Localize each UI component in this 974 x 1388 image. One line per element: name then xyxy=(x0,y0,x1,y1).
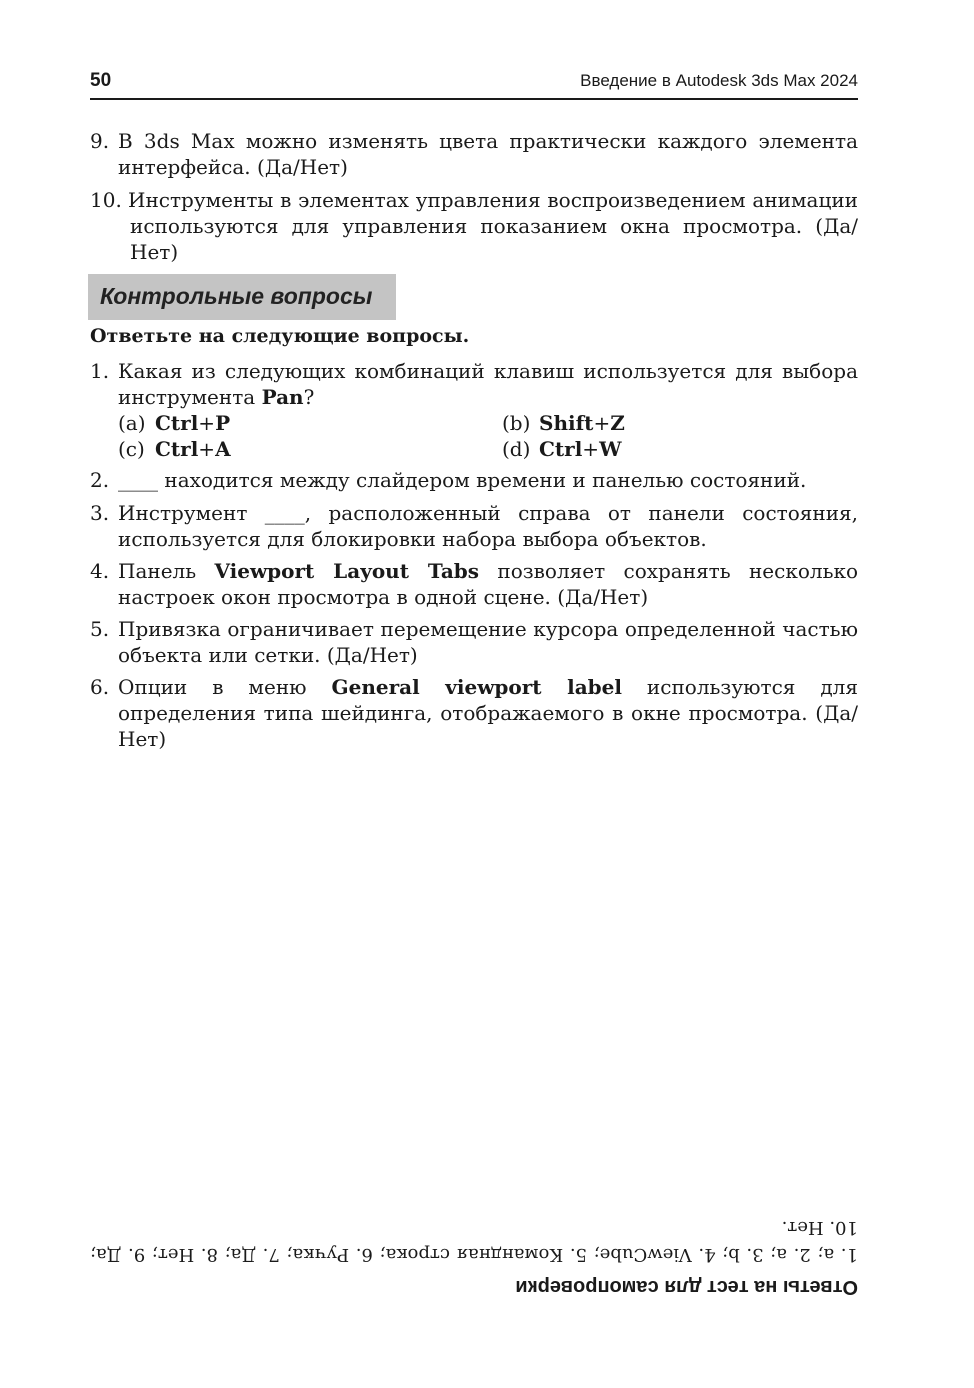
panel-name: Viewport Layout Tabs xyxy=(214,559,480,583)
question-item xyxy=(90,358,858,410)
item-number: 10. xyxy=(90,188,122,212)
item-number: 3. xyxy=(90,501,110,525)
item-number: 1. xyxy=(90,359,110,383)
item-text: Опции в меню General viewport label используются для определения типа шейдинга, отображаемого в окне просмотра. (Да/Нет) xyxy=(118,675,858,751)
item-text: ____ находится между слайдером времени и панелью состояний. xyxy=(118,468,807,492)
item-text: Привязка ограничивает перемещение курсора определенной частью объекта или сетки. (Да/Нет) xyxy=(118,617,858,667)
item-number: 4. xyxy=(90,559,110,583)
answers-block xyxy=(90,1208,858,1298)
page-number: 50 xyxy=(90,70,112,91)
list-item xyxy=(90,187,858,265)
option-d: (d) Ctrl+W xyxy=(502,437,622,461)
item-number: 5. xyxy=(90,617,110,641)
item-text: Какая из следующих комбинаций клавиш используется для выбора инструмента Pan? xyxy=(118,359,858,409)
item-text: Инструмент ____, расположенный справа от панели состояния, используется для блокировки набора выбора объектов. xyxy=(118,501,858,551)
question-item xyxy=(90,500,858,552)
section-lead: Ответьте на следующие вопросы. xyxy=(90,325,470,347)
section-title: Контрольные вопросы xyxy=(100,283,373,309)
question-item xyxy=(90,674,858,752)
item-number: 9. xyxy=(90,129,110,153)
option-b: (b) Shift+Z xyxy=(502,411,625,435)
question-item xyxy=(90,558,858,610)
answers-heading: Ответы на тест для самопроверки xyxy=(515,1276,858,1298)
running-header xyxy=(90,70,858,100)
tool-name: Pan xyxy=(261,385,304,409)
item-text: Инструменты в элементах управления воспроизведением анимации используются для управления показанием окна просмотра. (Да/Нет) xyxy=(128,188,858,264)
item-number: 2. xyxy=(90,468,110,492)
question-item xyxy=(90,467,858,493)
option-c: (c) Ctrl+A xyxy=(118,437,231,461)
item-number: 6. xyxy=(90,675,110,699)
list-item xyxy=(90,128,858,180)
question-item xyxy=(90,616,858,668)
item-text: В 3ds Max можно изменять цвета практически каждого элемента интерфейса. (Да/Нет) xyxy=(118,129,858,179)
answers-text: 1. a; 2. a; 3. b; 4. ViewCube; 5. Командная строка; 6. Ручка; 7. Да; 8. Нет; 9. Да; 10. Нет. xyxy=(90,1217,858,1265)
section-heading xyxy=(88,274,396,320)
menu-name: General viewport label xyxy=(331,675,622,699)
option-a: (a) Ctrl+P xyxy=(118,411,231,435)
item-text: Панель Viewport Layout Tabs позволяет сохранять несколько настроек окон просмотра в одной сцене. (Да/Нет) xyxy=(118,559,858,609)
book-title: Введение в Autodesk 3ds Max 2024 xyxy=(580,71,858,90)
